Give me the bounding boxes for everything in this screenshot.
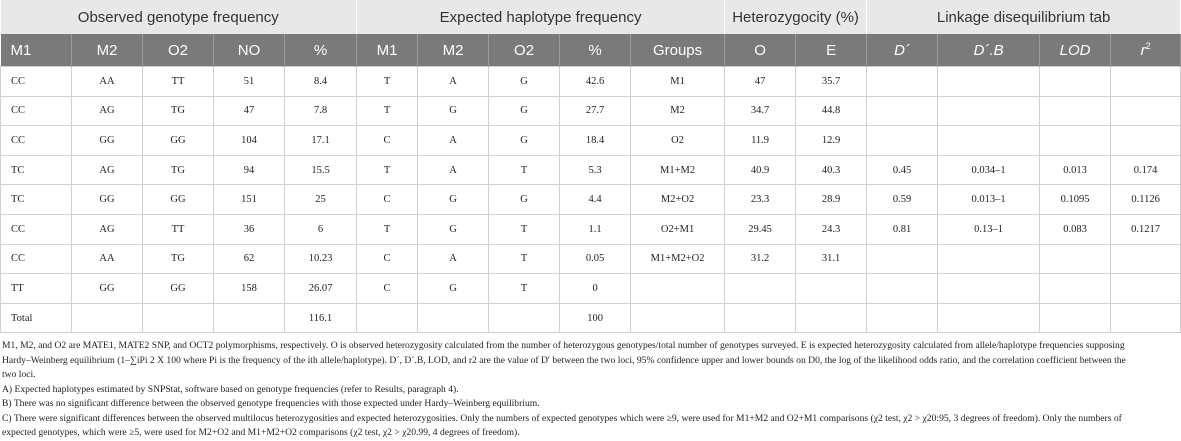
table-cell: T [357,155,418,185]
table-cell: T [489,244,560,274]
table-cell [938,67,1040,97]
column-header-row [1,34,1181,67]
table-cell: GG [72,126,143,156]
table-row [1,126,1181,156]
table-cell: 12.9 [796,126,867,156]
table-cell: 51 [214,67,285,97]
col-header-hap-o2: O2 [489,34,560,67]
table-cell: 116.1 [285,303,357,333]
table-cell: 34.7 [725,96,796,126]
footnote: B) There was no significant difference between the observed genotype frequencies with those expected under Hardy–Weinberg equilibrium. [2,398,540,410]
table-cell: AA [72,244,143,274]
table-cell: A [418,126,489,156]
table-cell [1040,244,1111,274]
table-cell: 0.1126 [1111,185,1181,215]
table-cell: 4.4 [560,185,631,215]
col-header-o2: O2 [143,34,214,67]
col-header-hap-percent: % [560,34,631,67]
table-cell: CC [1,67,72,97]
table-cell: G [418,274,489,304]
table-row [1,244,1181,274]
table-cell: 0.59 [867,185,938,215]
table-cell: 1.1 [560,214,631,244]
table-cell: 0.013 [1040,155,1111,185]
table-cell [867,274,938,304]
table-cell: 7.8 [285,96,357,126]
table-cell: 25 [285,185,357,215]
table-row [1,214,1181,244]
table-cell: 31.2 [725,244,796,274]
col-header-percent: % [285,34,357,67]
table-cell [725,274,796,304]
table-cell [1040,96,1111,126]
table-cell: 100 [560,303,631,333]
table-cell [1111,126,1181,156]
table-cell: 0 [560,274,631,304]
table-cell: 10.23 [285,244,357,274]
table-cell: Total [1,303,72,333]
col-header-r2: $r^2$ [1111,34,1181,67]
table-cell: G [418,96,489,126]
table-cell: 0.1217 [1111,214,1181,244]
table-cell [489,303,560,333]
table-cell [1111,274,1181,304]
table-cell: GG [143,126,214,156]
footnote: C) There were significant differences between the observed multilocus heterozygosities and expected heterozygosities. Only the numbers of expected genotypes which were ≥9, were used for M1+M2 and O2+M1 comparisons (χ2 test, χ2 > χ20:95, 3 degrees of freedom). Only the numbers of expected genotypes, which were ≥5, were used for M2+O2 and M1+M2+O2 comparisons (χ2 test, χ2 > χ20.99, 4 degrees of freedom). [2,412,1122,439]
table-cell [1111,244,1181,274]
table-row [1,155,1181,185]
table-row [1,67,1181,97]
table-cell: O2 [631,126,725,156]
table-cell: 8.4 [285,67,357,97]
table-cell [143,303,214,333]
group-header-row [1,0,1181,34]
col-header-groups: Groups [631,34,725,67]
table-cell: A [418,155,489,185]
table-cell: 35.7 [796,67,867,97]
table-cell: CC [1,126,72,156]
table-cell: G [418,185,489,215]
footnote: A) Expected haplotypes estimated by SNPStat, software based on genotype frequencies (refer to Results, paragraph 4). [2,383,459,395]
table-cell: GG [72,274,143,304]
table-cell: 104 [214,126,285,156]
table-cell: 44.8 [796,96,867,126]
table-cell: CC [1,96,72,126]
table-cell: G [418,214,489,244]
table-cell: G [489,96,560,126]
table-cell: M2 [631,96,725,126]
table-cell: TG [143,96,214,126]
table-cell: M1+M2 [631,155,725,185]
table-cell: M1+M2+O2 [631,244,725,274]
table-cell: 36 [214,214,285,244]
table-cell: 31.1 [796,244,867,274]
table-cell: 40.9 [725,155,796,185]
col-header-hap-m1: M1 [357,34,418,67]
table-cell: AG [72,214,143,244]
table-cell [418,303,489,333]
table-cell [1111,303,1181,333]
table-cell: 24.3 [796,214,867,244]
table-cell: 23.3 [725,185,796,215]
table-cell: C [357,244,418,274]
table-cell: T [489,274,560,304]
table-cell [867,303,938,333]
table-cell: GG [143,274,214,304]
group-header-observed: Observed genotype frequency [1,0,357,34]
table-cell: A [418,67,489,97]
table-cell: 47 [214,96,285,126]
table-cell: T [357,67,418,97]
table-cell: AG [72,96,143,126]
table-cell [867,126,938,156]
table-cell: 94 [214,155,285,185]
table-cell: CC [1,214,72,244]
table-row [1,185,1181,215]
group-header-linkage: Linkage disequilibrium tab [867,0,1181,34]
table-cell [214,303,285,333]
table-cell: TT [143,67,214,97]
col-header-no: NO [214,34,285,67]
table-cell: M2+O2 [631,185,725,215]
table-body [1,67,1181,333]
table-row [1,274,1181,304]
table-cell: 0.13–1 [938,214,1040,244]
table-cell: T [357,96,418,126]
table-cell: 0.81 [867,214,938,244]
table-cell [1040,126,1111,156]
table-cell: 47 [725,67,796,97]
col-header-d-prime: D´ [867,34,938,67]
table-cell [1111,67,1181,97]
table-cell: C [357,274,418,304]
table-cell: TT [143,214,214,244]
table-cell: TC [1,155,72,185]
col-header-hap-m2: M2 [418,34,489,67]
table-cell [357,303,418,333]
table-cell: 0.174 [1111,155,1181,185]
table-cell: T [489,214,560,244]
table-cell: TT [1,274,72,304]
group-header-heterozygocity: Heterozygocity (%) [725,0,867,34]
table-cell: M1 [631,67,725,97]
table-cell: 0.013–1 [938,185,1040,215]
table-cell [631,274,725,304]
table-cell: 42.6 [560,67,631,97]
col-header-m2: M2 [72,34,143,67]
table-footnotes [0,333,1145,441]
table-row [1,96,1181,126]
table-cell: TG [143,244,214,274]
table-cell [938,96,1040,126]
col-header-lod: LOD [1040,34,1111,67]
table-cell: 11.9 [725,126,796,156]
table-cell: 29.45 [725,214,796,244]
table-cell [867,96,938,126]
table-cell: TG [143,155,214,185]
group-header-expected: Expected haplotype frequency [357,0,725,34]
table-cell: 0.45 [867,155,938,185]
table-cell: 27.7 [560,96,631,126]
table-cell [1040,67,1111,97]
table-cell: 17.1 [285,126,357,156]
table-cell: A [418,244,489,274]
table-cell: 15.5 [285,155,357,185]
table-cell [938,244,1040,274]
table-row [1,303,1181,333]
table-cell: CC [1,244,72,274]
table-cell: 40.3 [796,155,867,185]
table-cell: GG [72,185,143,215]
table-cell: 6 [285,214,357,244]
table-cell [631,303,725,333]
table-cell [1111,96,1181,126]
table-cell [1040,274,1111,304]
table-cell: 18.4 [560,126,631,156]
table-cell: 0.083 [1040,214,1111,244]
table-cell: C [357,185,418,215]
table-cell [867,244,938,274]
table-cell: 26.07 [285,274,357,304]
table-cell: T [357,214,418,244]
table-cell: G [489,67,560,97]
table-cell: 62 [214,244,285,274]
table-cell: TC [1,185,72,215]
col-header-expected: E [796,34,867,67]
table-cell: 158 [214,274,285,304]
table-cell [1040,303,1111,333]
table-cell: AA [72,67,143,97]
table-cell: C [357,126,418,156]
table-cell [796,303,867,333]
table-cell: O2+M1 [631,214,725,244]
table-cell [796,274,867,304]
table-cell: 5.3 [560,155,631,185]
table-cell [725,303,796,333]
table-cell [938,274,1040,304]
table-cell: GG [143,185,214,215]
table-cell [72,303,143,333]
table-cell: 28.9 [796,185,867,215]
table-cell: T [489,155,560,185]
table-cell: 0.034–1 [938,155,1040,185]
col-header-observed: O [725,34,796,67]
table-cell [938,126,1040,156]
footnote: M1, M2, and O2 are MATE1, MATE2 SNP, and OCT2 polymorphisms, respectively. O is observed heterozygosity calculated from the number of heterozygous genotypes/total number of genotypes surveyed. E is expected heterozygosity calculated from allele/haplotype frequencies supposing Hardy–Weinberg equilibrium (1–∑iPi 2 X 100 where Pi is the frequency of the ith allele/haplotype). D´, D´.B, LOD, and r2 are the value of D′ between the two loci, 95% confidence upper and lower bounds on D0, the log of the likelihood odds ratio, and the correlation coefficient between the two loci. [2,340,1126,381]
col-header-d-prime-b: D´.B [938,34,1040,67]
table-cell: G [489,185,560,215]
table-cell: 0.1095 [1040,185,1111,215]
table-cell: AG [72,155,143,185]
table-cell: G [489,126,560,156]
col-header-m1: M1 [1,34,72,67]
table-cell [938,303,1040,333]
table-cell: 0.05 [560,244,631,274]
table-cell: 151 [214,185,285,215]
table-cell [867,67,938,97]
